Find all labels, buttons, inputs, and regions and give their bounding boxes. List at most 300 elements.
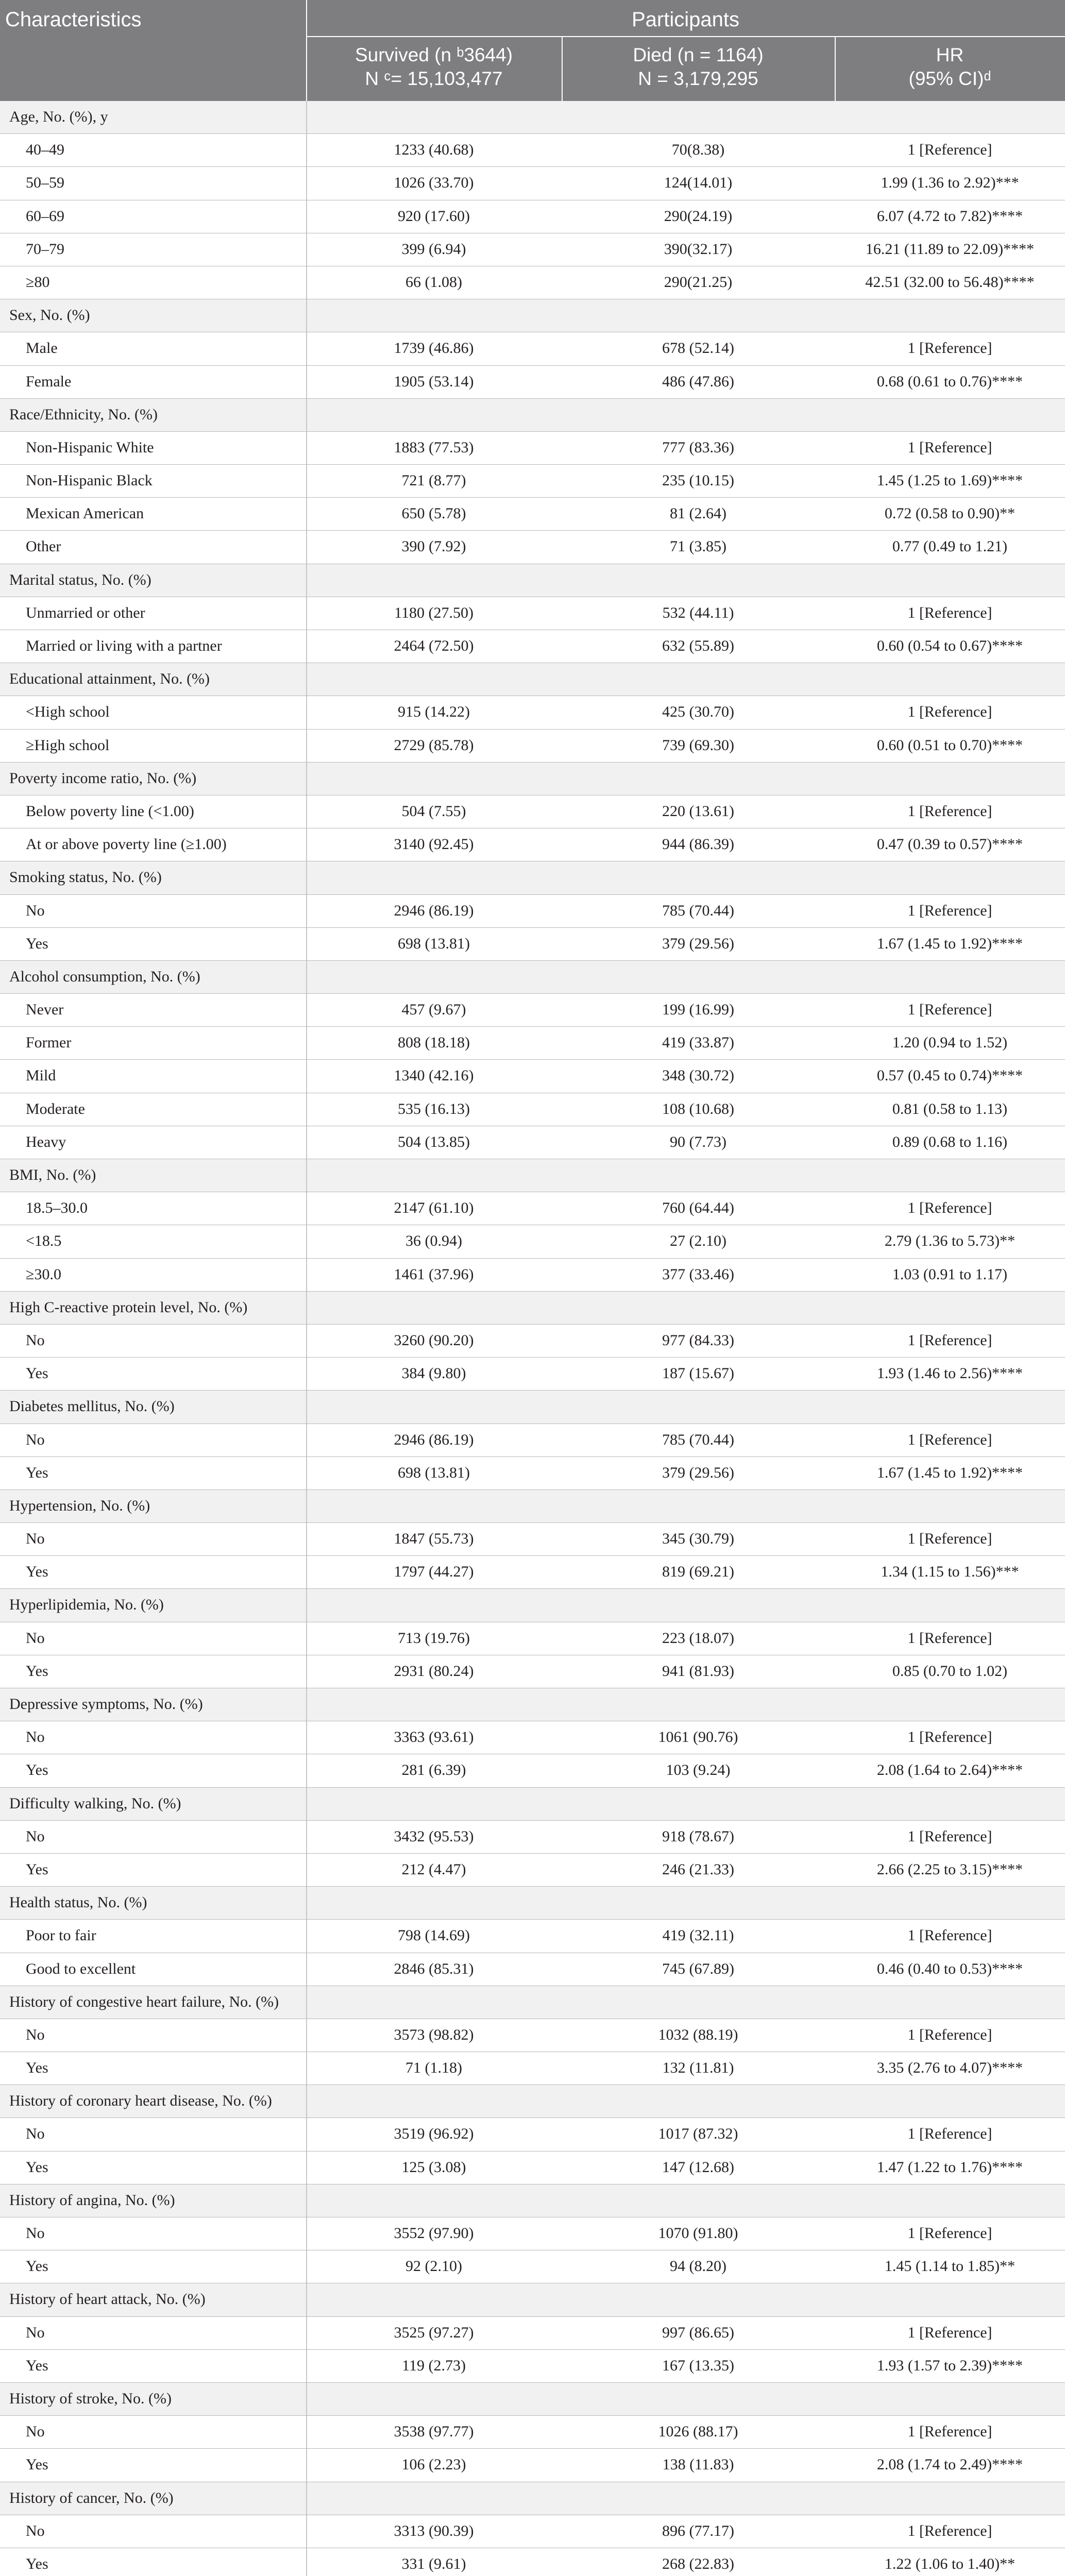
category-label: History of cancer, No. (%) [9,2489,174,2506]
survived-cell: 1026 (33.70) [394,174,474,192]
hr-cell: 42.51 (32.00 to 56.48)**** [865,273,1035,291]
died-cell: 246 (21.33) [662,1860,734,1878]
survived-cell: 3573 (98.82) [394,2026,474,2043]
hr-cell: 1 [Reference] [907,1199,992,1217]
row-label: No [26,2423,45,2441]
table-row [0,1821,1065,1854]
row-label: Yes [26,1761,48,1779]
row-label: 50–59 [26,174,64,192]
characteristics-header: Characteristics [5,8,142,31]
table-row [0,828,1065,861]
hr-cell: 6.07 (4.72 to 7.82)**** [876,207,1023,225]
died-population: N = 3,179,295 [638,68,758,89]
category-row [0,2283,1065,2316]
row-label: Never [26,1001,64,1019]
died-cell: 138 (11.83) [662,2456,734,2473]
row-label: Yes [26,2456,48,2473]
category-label: Poverty income ratio, No. (%) [9,769,197,787]
row-label: No [26,1431,45,1448]
survived-cell: 1905 (53.14) [394,372,474,390]
hr-cell: 1 [Reference] [907,1331,992,1349]
table-row [0,1325,1065,1358]
hr-cell: 1 [Reference] [907,2324,992,2341]
category-label: Age, No. (%), y [9,108,108,125]
category-row [0,2085,1065,2118]
table-row [0,1457,1065,1490]
row-label: No [26,1629,45,1647]
hr-cell: 1 [Reference] [907,2522,992,2539]
table-row [0,2515,1065,2548]
category-row [0,762,1065,795]
table-row [0,2449,1065,2482]
died-cell: 147 (12.68) [662,2158,734,2176]
died-cell: 220 (13.61) [662,802,734,820]
survived-cell: 3260 (90.20) [394,1331,474,1349]
survived-cell: 3363 (93.61) [394,1728,474,1746]
died-cell: 390(32.17) [664,240,733,258]
died-cell: 103 (9.24) [666,1761,731,1779]
hr-cell: 0.47 (0.39 to 0.57)**** [876,836,1023,853]
died-cell: 348 (30.72) [662,1067,734,1084]
survived-cell: 3552 (97.90) [394,2225,474,2242]
survived-cell: 2846 (85.31) [394,1960,474,1977]
survived-cell: 125 (3.08) [401,2158,466,2176]
table-row [0,2548,1065,2576]
row-label: Yes [26,2357,48,2374]
died-cell: 739 (69.30) [662,736,734,754]
category-row [0,861,1065,894]
survived-cell: 1797 (44.27) [394,1563,474,1581]
survived-cell: 504 (13.85) [398,1133,470,1150]
row-label: Yes [26,935,48,952]
survived-cell: 2946 (86.19) [394,902,474,919]
hr-cell: 1 [Reference] [907,902,992,919]
table-row [0,531,1065,564]
died-cell: 290(21.25) [664,273,733,291]
table-header [0,0,1065,101]
table-row [0,432,1065,465]
row-label: Heavy [26,1133,66,1150]
hr-cell: 0.60 (0.51 to 0.70)**** [876,736,1023,754]
row-label: ≥80 [26,273,50,291]
category-label: Diabetes mellitus, No. (%) [9,1398,175,1415]
hr-cell: 0.85 (0.70 to 1.02) [892,1662,1008,1680]
category-row [0,1986,1065,2019]
row-label: No [26,902,45,919]
died-cell: 290(24.19) [664,207,733,225]
category-label: Depressive symptoms, No. (%) [9,1696,203,1713]
table-row [0,1854,1065,1887]
survived-cell: 1883 (77.53) [394,438,474,456]
survived-cell: 399 (6.94) [401,240,466,258]
died-cell: 70(8.38) [671,141,725,159]
row-label: Yes [26,1464,48,1481]
row-label: No [26,2225,45,2242]
table-row [0,134,1065,167]
survived-cell: 915 (14.22) [398,703,470,721]
hr-cell: 1 [Reference] [907,1629,992,1647]
table-row [0,2052,1065,2085]
survived-cell: 384 (9.80) [401,1365,466,1382]
category-row [0,1688,1065,1721]
survived-count: Survived (n ᵇ3644) [354,44,513,65]
died-cell: 124(14.01) [664,174,733,192]
table-row [0,1556,1065,1589]
survived-cell: 2931 (80.24) [394,1662,474,1680]
died-cell: 27 (2.10) [670,1232,726,1250]
died-cell: 632 (55.89) [662,637,734,654]
died-cell: 760 (64.44) [662,1199,734,1217]
died-cell: 345 (30.79) [662,1530,734,1548]
died-cell: 1061 (90.76) [658,1728,738,1746]
category-label: Marital status, No. (%) [9,571,151,588]
hr-label: HR [936,44,964,65]
table-row [0,696,1065,729]
survived-cell: 1739 (46.86) [394,340,474,357]
hr-cell: 1 [Reference] [907,802,992,820]
category-label: History of coronary heart disease, No. (%) [9,2092,272,2110]
table-row [0,630,1065,663]
table-row [0,2416,1065,2449]
survived-cell: 212 (4.47) [401,1860,466,1878]
row-label: Former [26,1034,72,1052]
died-cell: 132 (11.81) [662,2059,734,2077]
survived-cell: 698 (13.81) [398,1464,470,1481]
row-label: No [26,2522,45,2539]
survived-cell: 71 (1.18) [405,2059,462,2077]
table-row [0,2019,1065,2052]
column-divider [306,1490,307,1522]
table-row [0,1192,1065,1225]
row-label: Yes [26,2258,48,2275]
survived-cell: 92 (2.10) [405,2258,462,2275]
row-label: No [26,2026,45,2043]
survived-cell: 457 (9.67) [401,1001,466,1019]
survived-cell: 1340 (42.16) [394,1067,474,1084]
hr-ci-label: (95% CI)ᵈ [908,68,991,89]
column-divider [306,101,307,133]
column-divider [306,1986,307,2019]
survived-cell: 331 (9.61) [401,2555,466,2572]
column-divider [306,564,307,597]
hr-cell: 1.47 (1.22 to 1.76)**** [876,2158,1023,2176]
row-label: Mexican American [26,505,144,522]
row-label: <18.5 [26,1232,62,1250]
died-cell: 199 (16.99) [662,1001,734,1019]
died-cell: 187 (15.67) [662,1365,734,1382]
column-divider [306,2184,307,2217]
column-divider [306,1159,307,1192]
hr-cell: 16.21 (11.89 to 22.09)**** [865,240,1035,258]
row-label: Moderate [26,1100,85,1117]
column-divider [306,861,307,894]
table-row [0,1358,1065,1391]
category-row [0,2184,1065,2217]
survived-cell: 721 (8.77) [401,472,466,489]
category-row [0,1159,1065,1192]
hr-cell: 0.72 (0.58 to 0.90)** [884,505,1016,522]
category-label: Difficulty walking, No. (%) [9,1794,181,1812]
table-row [0,1754,1065,1787]
table-row [0,1225,1065,1258]
row-label: Unmarried or other [26,604,145,621]
table-row [0,1126,1065,1159]
died-cell: 896 (77.17) [662,2522,734,2539]
died-cell: 379 (29.56) [662,935,734,952]
hr-cell: 0.46 (0.40 to 0.53)**** [876,1960,1023,1977]
row-label: ≥High school [26,736,110,754]
table-row [0,2250,1065,2283]
category-label: Hyperlipidemia, No. (%) [9,1596,164,1614]
table-row [0,465,1065,498]
table-row [0,1721,1065,1754]
table-row [0,1060,1065,1093]
hr-cell: 2.08 (1.64 to 2.64)**** [876,1761,1023,1779]
died-cell: 819 (69.21) [662,1563,734,1581]
hr-cell: 1 [Reference] [907,340,992,357]
died-cell: 81 (2.64) [670,505,726,522]
row-label: Below poverty line (<1.00) [26,802,194,820]
hr-cell: 1 [Reference] [907,1530,992,1548]
survived-cell: 390 (7.92) [401,538,466,555]
survived-cell: 3432 (95.53) [394,1827,474,1845]
column-divider [306,1688,307,1721]
row-label: No [26,1827,45,1845]
hr-cell: 0.81 (0.58 to 1.13) [892,1100,1008,1117]
row-label: 70–79 [26,240,64,258]
survived-column-header [306,43,562,91]
hr-cell: 1.67 (1.45 to 1.92)**** [876,935,1023,952]
table-row [0,1093,1065,1126]
row-label: Female [26,372,72,390]
hr-cell: 1 [Reference] [907,2225,992,2242]
table-row [0,1424,1065,1457]
table-row [0,2151,1065,2184]
survived-cell: 281 (6.39) [401,1761,466,1779]
column-divider [306,2383,307,2415]
table-row [0,2350,1065,2383]
column-divider [306,1788,307,1820]
table-row [0,2317,1065,2350]
hr-cell: 1.99 (1.36 to 2.92)*** [881,174,1019,192]
hr-cell: 1 [Reference] [907,1827,992,1845]
row-label: No [26,1331,45,1349]
table-row [0,1920,1065,1953]
hr-cell: 1 [Reference] [907,1001,992,1019]
hr-cell: 1.45 (1.14 to 1.85)** [884,2258,1016,2275]
hr-cell: 1.03 (0.91 to 1.17) [892,1265,1008,1283]
category-label: History of stroke, No. (%) [9,2389,172,2407]
table-row [0,895,1065,928]
row-label: No [26,2125,45,2143]
category-row [0,1887,1065,1920]
died-cell: 1032 (88.19) [658,2026,738,2043]
table-row [0,1027,1065,1060]
category-row [0,663,1065,696]
survived-cell: 1180 (27.50) [394,604,474,621]
table-row [0,332,1065,365]
survived-cell: 713 (19.76) [398,1629,470,1647]
hr-cell: 1.45 (1.25 to 1.69)**** [876,472,1023,489]
row-label: No [26,1728,45,1746]
table-row [0,498,1065,531]
column-divider [306,399,307,431]
category-label: Sex, No. (%) [9,307,90,324]
row-label: Yes [26,1365,48,1382]
died-cell: 1026 (88.17) [658,2423,738,2441]
row-label: No [26,2324,45,2341]
survived-cell: 66 (1.08) [405,273,462,291]
died-cell: 425 (30.70) [662,703,734,721]
table-row [0,795,1065,828]
died-cell: 997 (86.65) [662,2324,734,2341]
survived-cell: 1233 (40.68) [394,141,474,159]
died-cell: 486 (47.86) [662,372,734,390]
died-cell: 223 (18.07) [662,1629,734,1647]
category-row [0,1292,1065,1325]
survived-cell: 920 (17.60) [398,207,470,225]
hr-cell: 1.20 (0.94 to 1.52) [892,1034,1008,1052]
table-row [0,1953,1065,1986]
category-row [0,1391,1065,1423]
hr-cell: 2.66 (2.25 to 3.15)**** [876,1860,1023,1878]
died-cell: 785 (70.44) [662,1431,734,1448]
row-label: 60–69 [26,207,64,225]
row-label: Yes [26,2059,48,2077]
row-label: 18.5–30.0 [26,1199,88,1217]
survived-cell: 36 (0.94) [405,1232,462,1250]
survived-cell: 3519 (96.92) [394,2125,474,2143]
survived-cell: 2729 (85.78) [394,736,474,754]
died-cell: 777 (83.36) [662,438,734,456]
column-divider [306,2085,307,2117]
category-label: High C-reactive protein level, No. (%) [9,1298,248,1316]
table-row [0,1259,1065,1292]
category-label: Alcohol consumption, No. (%) [9,968,200,985]
category-label: BMI, No. (%) [9,1166,96,1183]
column-divider [306,1391,307,1423]
died-cell: 785 (70.44) [662,902,734,919]
died-cell: 419 (32.11) [662,1927,734,1944]
died-cell: 419 (33.87) [662,1034,734,1052]
survived-cell: 698 (13.81) [398,935,470,952]
survived-cell: 2946 (86.19) [394,1431,474,1448]
category-row [0,399,1065,432]
hr-cell: 1.67 (1.45 to 1.92)**** [876,1464,1023,1481]
hr-cell: 1 [Reference] [907,2125,992,2143]
category-label: History of heart attack, No. (%) [9,2291,206,2308]
died-cell: 1017 (87.32) [658,2125,738,2143]
category-label: Educational attainment, No. (%) [9,670,210,688]
hr-cell: 1.93 (1.57 to 2.39)**** [876,2357,1023,2374]
survived-cell: 3140 (92.45) [394,836,474,853]
hr-cell: 0.77 (0.49 to 1.21) [892,538,1008,555]
category-label: Race/Ethnicity, No. (%) [9,405,158,423]
hr-cell: 1.22 (1.06 to 1.40)** [884,2555,1016,2572]
row-label: ≥30.0 [26,1265,61,1283]
hr-cell: 1 [Reference] [907,1927,992,1944]
column-divider [306,1292,307,1324]
category-row [0,299,1065,332]
column-divider [306,2283,307,2316]
died-cell: 918 (78.67) [662,1827,734,1845]
hr-cell: 3.35 (2.76 to 4.07)**** [876,2059,1023,2077]
row-label: Yes [26,1563,48,1581]
row-label: Yes [26,1860,48,1878]
survived-cell: 106 (2.23) [401,2456,466,2473]
row-label: Yes [26,1662,48,1680]
table-row [0,928,1065,961]
row-label: Married or living with a partner [26,637,222,654]
participants-header: Participants [632,8,739,31]
died-cell: 532 (44.11) [662,604,734,621]
column-divider [306,299,307,332]
category-row [0,1589,1065,1622]
column-divider [306,2482,307,2515]
table-row [0,2217,1065,2250]
row-label: Yes [26,2158,48,2176]
row-label: <High school [26,703,110,721]
row-label: Non-Hispanic White [26,438,154,456]
survived-population: N ᶜ= 15,103,477 [365,68,503,89]
survived-cell: 2464 (72.50) [394,637,474,654]
row-label: At or above poverty line (≥1.00) [26,836,227,853]
table-body [0,101,1065,2576]
survived-cell: 650 (5.78) [401,505,466,522]
category-label: Smoking status, No. (%) [9,869,162,886]
died-cell: 108 (10.68) [662,1100,734,1117]
died-cell: 745 (67.89) [662,1960,734,1977]
died-cell: 977 (84.33) [662,1331,734,1349]
hr-cell: 1 [Reference] [907,141,992,159]
died-cell: 678 (52.14) [662,340,734,357]
died-cell: 94 (8.20) [670,2258,726,2275]
row-label: Non-Hispanic Black [26,472,153,489]
hr-cell: 0.57 (0.45 to 0.74)**** [876,1067,1023,1084]
died-cell: 941 (81.93) [662,1662,734,1680]
category-label: Hypertension, No. (%) [9,1497,150,1514]
hr-cell: 1.93 (1.46 to 2.56)**** [876,1365,1023,1382]
died-cell: 377 (33.46) [662,1265,734,1283]
survived-cell: 3538 (97.77) [394,2423,474,2441]
table-row [0,1655,1065,1688]
hr-column-header [835,43,1065,91]
died-cell: 167 (13.35) [662,2357,734,2374]
category-row [0,101,1065,134]
hr-cell: 2.79 (1.36 to 5.73)** [884,1232,1016,1250]
row-label: Other [26,538,61,555]
survived-cell: 3525 (97.27) [394,2324,474,2341]
died-column-header [562,43,835,91]
table-row [0,167,1065,200]
row-label: No [26,1530,45,1548]
category-label: History of angina, No. (%) [9,2191,175,2209]
row-label: 40–49 [26,141,64,159]
table-row [0,994,1065,1027]
category-row [0,2482,1065,2515]
table-row [0,597,1065,630]
survived-cell: 504 (7.55) [401,802,466,820]
header-divider [306,36,1065,37]
table-row [0,200,1065,233]
hr-cell: 1 [Reference] [907,703,992,721]
table-row [0,233,1065,266]
column-divider [306,1887,307,1919]
category-row [0,961,1065,994]
table-row [0,266,1065,299]
category-row [0,1490,1065,1523]
hr-cell: 0.68 (0.61 to 0.76)**** [876,372,1023,390]
